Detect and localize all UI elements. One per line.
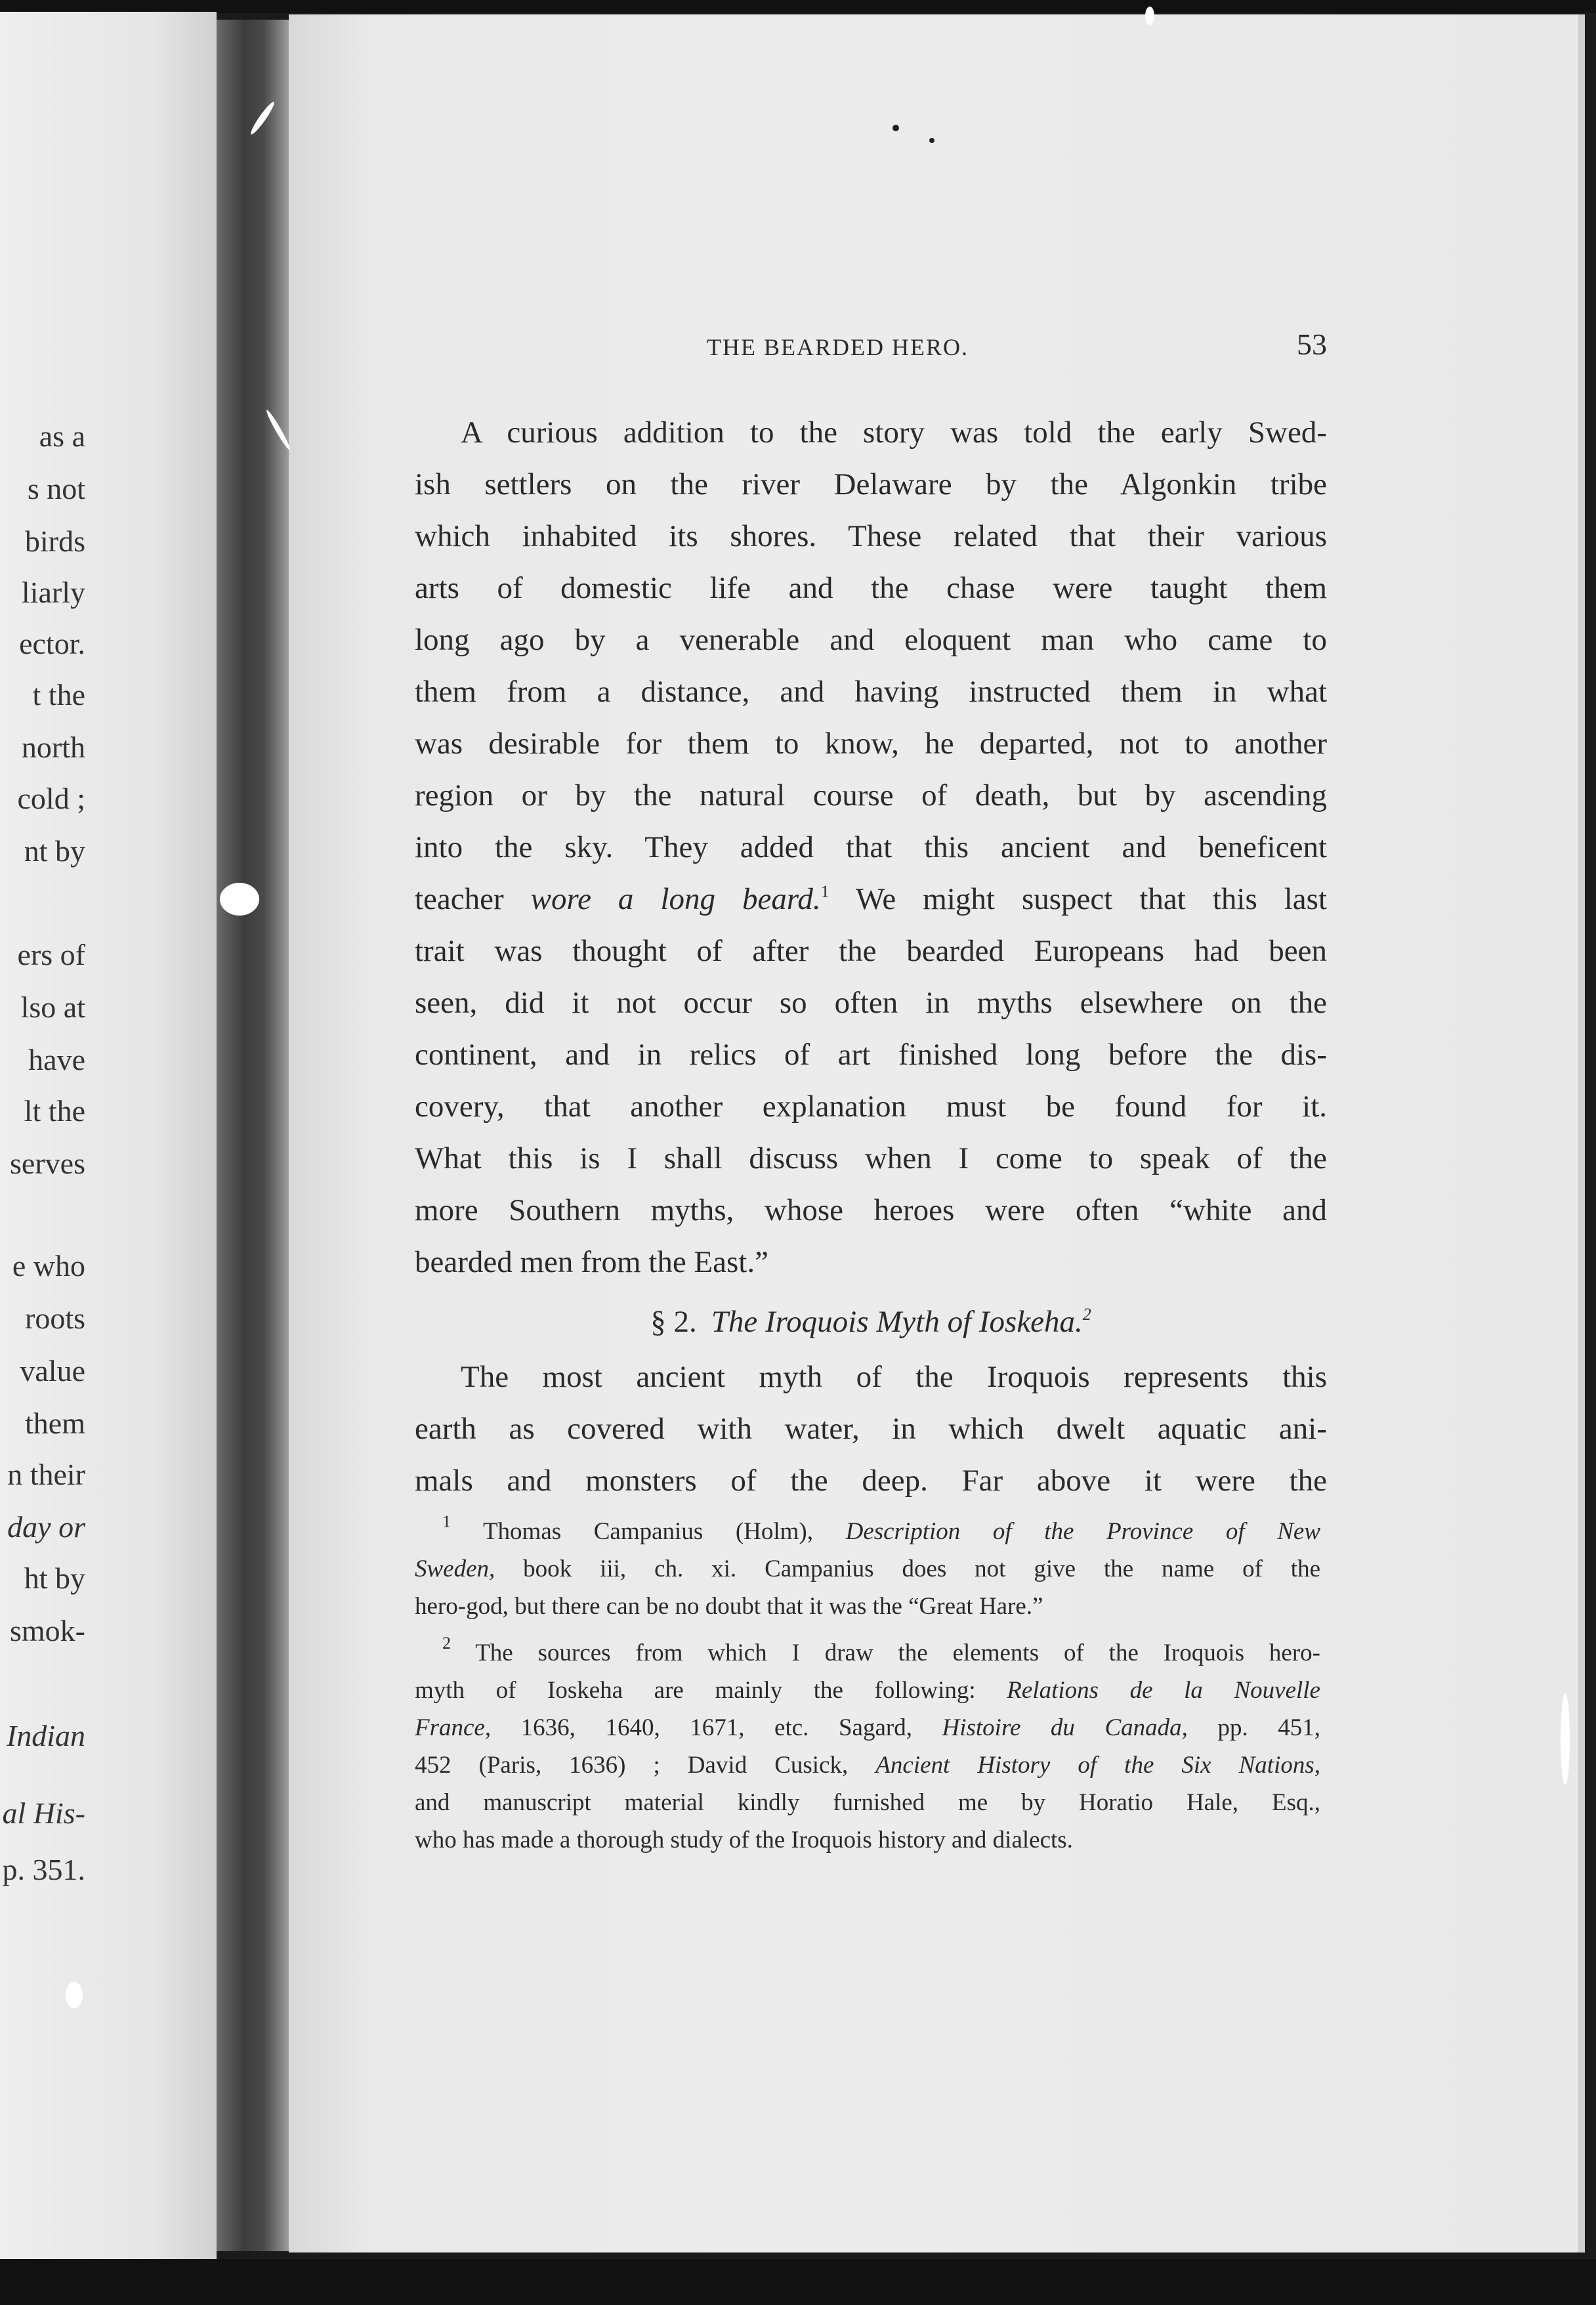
footnotes <box>415 1513 1320 1859</box>
previous-page-line: ers of <box>17 938 85 971</box>
previous-page-line: serves <box>10 1147 85 1180</box>
footnote-marker-2: 2 <box>442 1634 451 1653</box>
previous-page-line: north <box>21 730 85 764</box>
previous-page-line: Indian <box>6 1719 85 1752</box>
text-line: A curious addition to the story was told the early Swed- <box>461 415 1327 450</box>
previous-page-line: n their <box>7 1458 85 1491</box>
footnote-ref-1: 1 <box>820 882 830 901</box>
text-line: ish settlers on the river Delaware by the Algonkin tribe <box>415 467 1327 501</box>
previous-page-line: ector. <box>19 627 85 660</box>
page-number: 53 <box>1297 328 1327 361</box>
footnote-text: 1636, 1640, 1671, etc. Sagard, <box>491 1714 942 1741</box>
previous-page-line: roots <box>25 1301 85 1335</box>
footnote-title: Ancient History of the Six Nations, <box>875 1752 1321 1779</box>
text-line <box>415 874 1327 925</box>
scan-speck <box>1561 1693 1570 1785</box>
section-heading <box>415 1292 1327 1351</box>
text-line: trait was thought of after the bearded Europeans had been <box>415 934 1327 968</box>
previous-page-line: smok- <box>10 1614 85 1647</box>
previous-page-line: value <box>20 1354 85 1387</box>
footnote-1-line <box>415 1550 1320 1588</box>
section-title: The Iroquois Myth of Ioskeha. <box>711 1305 1083 1339</box>
previous-page-line: lt the <box>24 1094 85 1128</box>
text-line: bearded men from the East.” <box>415 1245 768 1279</box>
previous-page-line: day or <box>7 1510 85 1544</box>
scan-speck <box>929 138 934 143</box>
previous-page-line: lso at <box>20 990 85 1024</box>
footnote-title: Relations de la Nouvelle <box>1007 1677 1320 1704</box>
scan-speck <box>892 125 899 131</box>
footnote-text: myth of Ioskeha are mainly the following: <box>415 1677 1007 1704</box>
text-line: continent, and in relics of art finished long before the dis- <box>415 1038 1327 1072</box>
footnote-text: Thomas Campanius (Holm), <box>482 1518 846 1545</box>
text-line: What this is I shall discuss when I come to speak of the <box>415 1141 1327 1175</box>
text-line: more Southern myths, whose heroes were often “white and <box>415 1193 1327 1227</box>
previous-page-line: nt by <box>24 834 85 868</box>
text-line: long ago by a venerable and eloquent man who came to <box>415 623 1327 657</box>
text-line: which inhabited its shores. These related that their various <box>415 519 1327 553</box>
previous-page-line: liarly <box>21 576 85 609</box>
previous-page-line: as a <box>39 419 85 453</box>
text-line: into the sky. They added that this ancient and beneficent <box>415 830 1327 864</box>
previous-page-line: birds <box>25 524 85 558</box>
line-prefix: teacher <box>415 882 531 916</box>
previous-page-line: them <box>25 1406 85 1440</box>
text-line: mals and monsters of the deep. Far above it were the <box>415 1464 1327 1498</box>
previous-page-line: have <box>28 1043 85 1076</box>
page-edge <box>1578 14 1585 2252</box>
scan-border-bottom <box>0 2259 1596 2305</box>
text-line: seen, did it not occur so often in myths elsewhere on the <box>415 986 1327 1020</box>
footnote-2-line <box>415 1672 1320 1709</box>
footnote-1-line: hero-god, but there can be no doubt that it was the “Great Hare.” <box>415 1593 1043 1620</box>
previous-page-line: cold ; <box>17 782 85 815</box>
footnote-2-line <box>415 1709 1320 1746</box>
footnote-text: book iii, ch. xi. Campanius does not give the name of the <box>495 1555 1320 1582</box>
scan-speck <box>66 1982 83 2008</box>
page-header <box>402 322 1327 374</box>
footnote-text: pp. 451, <box>1187 1714 1320 1741</box>
body-text <box>415 407 1327 1507</box>
running-head: THE BEARDED HERO. <box>707 334 969 360</box>
text-line: region or by the natural course of death, but by ascending <box>415 778 1327 813</box>
footnote-ref-2: 2 <box>1082 1305 1091 1324</box>
footnote-title: Sweden, <box>415 1555 495 1582</box>
footnote-text: 452 (Paris, 1636) ; David Cusick, <box>415 1752 876 1779</box>
previous-page-line: al His- <box>2 1796 85 1830</box>
scan-speck <box>1145 7 1154 25</box>
footnote-title: Description of the Province of New <box>845 1518 1320 1545</box>
book-gutter <box>217 20 295 2251</box>
text-line: them from a distance, and having instructed them in what <box>415 675 1327 709</box>
scan-border-top <box>0 0 1596 13</box>
footnote-1-line <box>415 1513 1320 1550</box>
scan-speck <box>220 883 259 916</box>
line-suffix: We might suspect that this last <box>829 882 1328 916</box>
previous-page-line: ht by <box>24 1561 85 1595</box>
previous-page-line: p. 351. <box>2 1853 85 1886</box>
footnote-2-line <box>415 1634 1320 1672</box>
previous-page-line: s not <box>27 472 85 505</box>
footnote-text: The sources from which I draw the elements of the Iroquois hero- <box>475 1639 1320 1666</box>
text-line: covery, that another explanation must be found for it. <box>415 1089 1327 1124</box>
italic-quote: wore a long beard. <box>530 882 821 916</box>
footnote-2-line <box>415 1746 1320 1784</box>
footnote-2-line: who has made a thorough study of the Iroquois history and dialects. <box>415 1827 1073 1853</box>
footnote-title: France, <box>415 1714 492 1741</box>
footnote-marker-1: 1 <box>442 1512 451 1531</box>
text-line: earth as covered with water, in which dwelt aquatic ani- <box>415 1412 1327 1446</box>
text-line: arts of domestic life and the chase were taught them <box>415 571 1327 605</box>
previous-page-edge <box>0 12 217 2263</box>
text-line: was desirable for them to know, he departed, not to another <box>415 727 1327 761</box>
section-number: § 2. <box>650 1305 697 1339</box>
footnote-title: Histoire du Canada, <box>942 1714 1188 1741</box>
previous-page-line: t the <box>32 678 85 711</box>
footnote-2-line: and manuscript material kindly furnished me by Horatio Hale, Esq., <box>415 1789 1320 1816</box>
previous-page-line: e who <box>12 1249 85 1282</box>
text-line: The most ancient myth of the Iroquois represents this <box>461 1360 1327 1394</box>
